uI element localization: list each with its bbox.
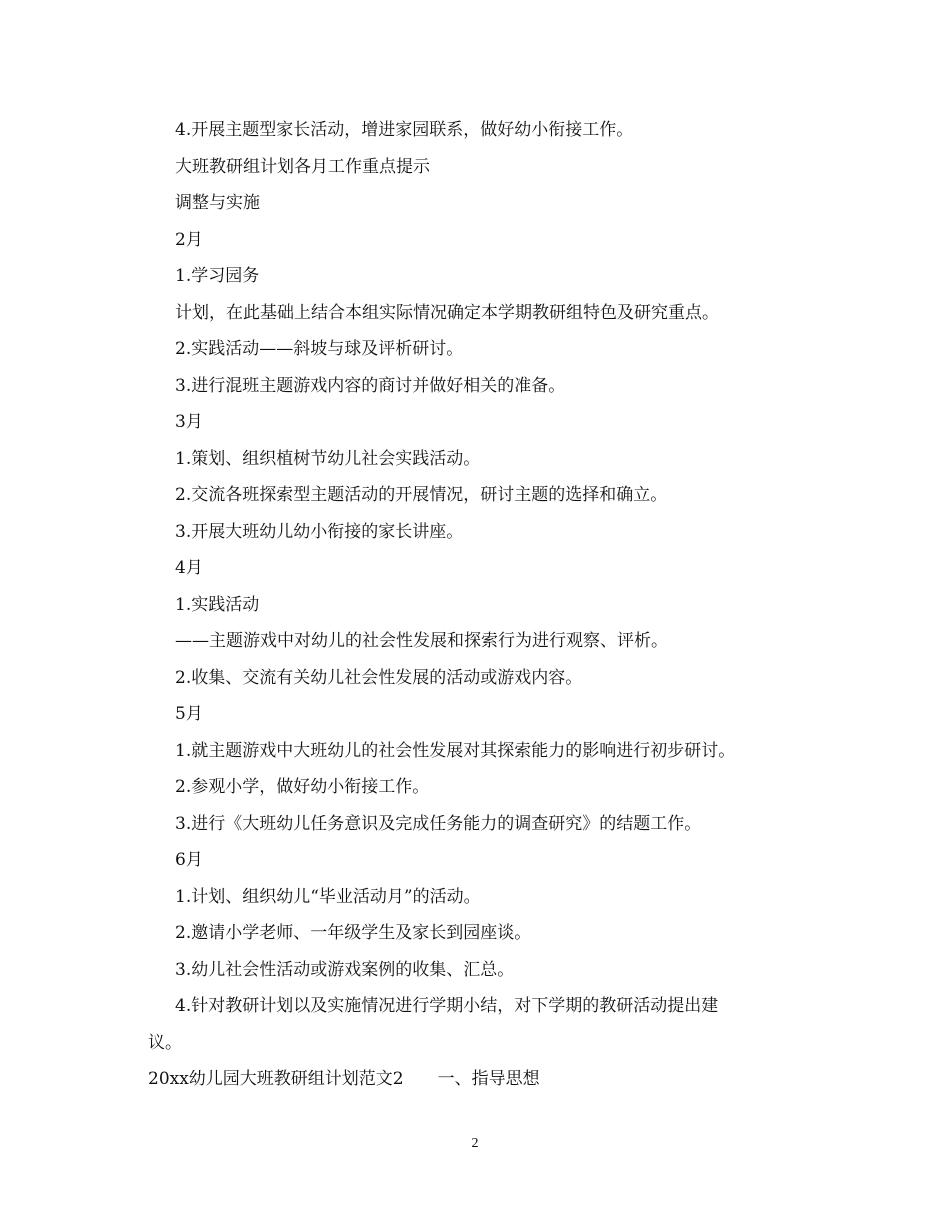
text-line: 5月 [175,704,203,724]
text-line: 2月 [175,230,203,250]
text-line: 3.进行混班主题游戏内容的商讨并做好相关的准备。 [175,376,566,396]
text-line: 4月 [175,558,203,578]
text-line: 6月 [175,850,203,870]
text-line: 2.交流各班探索型主题活动的开展情况，研讨主题的选择和确立。 [175,485,668,505]
text-line: 大班教研组计划各月工作重点提示 [175,157,430,177]
text-line: 1.学习园务 [175,266,260,286]
text-line: 1.就主题游戏中大班幼儿的社会性发展对其探索能力的影响进行初步研讨。 [175,741,736,761]
text-line: 4.开展主题型家长活动，增进家园联系，做好幼小衔接工作。 [175,120,634,140]
page-number: 2 [471,1136,479,1151]
text-line: 2.实践活动——斜坡与球及评析研讨。 [175,339,464,359]
text-line: 2.邀请小学老师、一年级学生及家长到园座谈。 [175,923,532,943]
text-line: 2.参观小学，做好幼小衔接工作。 [175,777,430,797]
text-line: 计划，在此基础上结合本组实际情况确定本学期教研组特色及研究重点。 [175,303,719,323]
text-line: 调整与实施 [175,193,260,213]
text-line: 3.开展大班幼儿幼小衔接的家长讲座。 [175,522,464,542]
text-line: 议。 [148,1033,182,1053]
text-line: 1.策划、组织植树节幼儿社会实践活动。 [175,449,481,469]
text-line: 1.实践活动 [175,595,260,615]
text-line: 20xx幼儿园大班教研组计划范文2 一、指导思想 [148,1069,540,1089]
text-line: 3.幼儿社会性活动或游戏案例的收集、汇总。 [175,960,515,980]
text-line: 3月 [175,412,203,432]
text-line: 1.计划、组织幼儿“毕业活动月”的活动。 [175,887,481,907]
text-line: ——主题游戏中对幼儿的社会性发展和探索行为进行观察、评析。 [175,631,668,651]
text-line: 3.进行《大班幼儿任务意识及完成任务能力的调查研究》的结题工作。 [175,814,702,834]
text-line: 2.收集、交流有关幼儿社会性发展的活动或游戏内容。 [175,668,583,688]
text-line: 4.针对教研计划以及实施情况进行学期小结，对下学期的教研活动提出建 [175,996,719,1016]
